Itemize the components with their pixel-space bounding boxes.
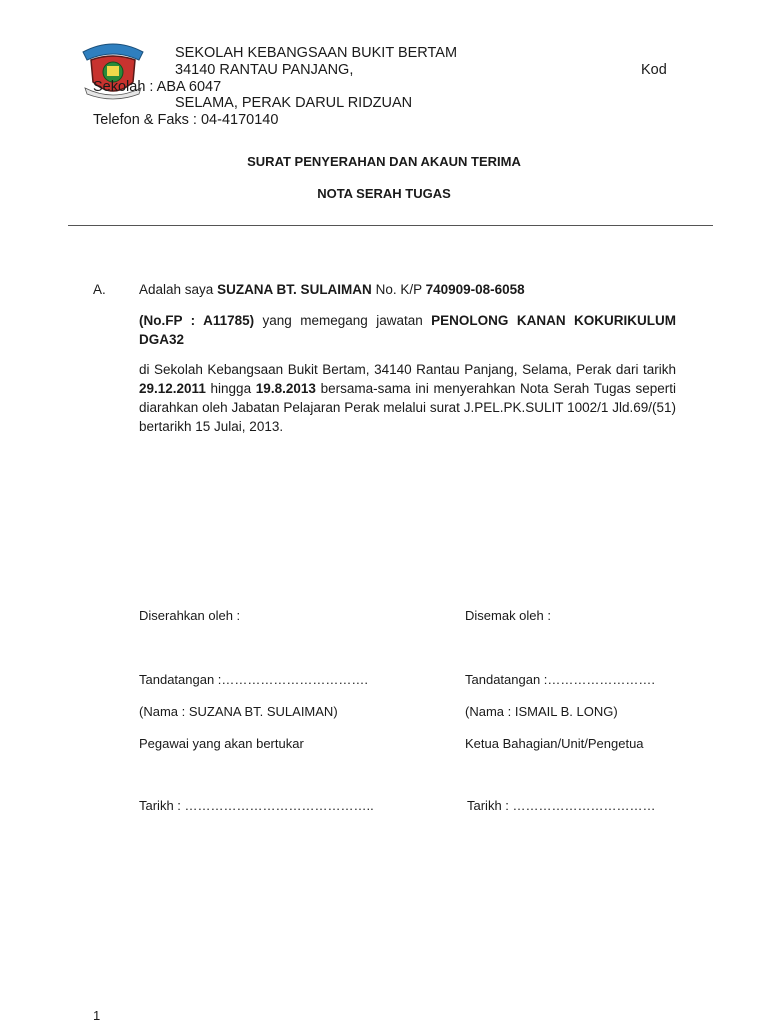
left-name: (Nama : SUZANA BT. SULAIMAN): [139, 704, 338, 719]
phone-fax: Telefon & Faks : 04-4170140: [93, 112, 279, 128]
position-title: PENOLONG KANAN KOKURIKULUM DGA32: [139, 313, 676, 347]
left-signature-line: Tandatangan :…………………………….: [139, 672, 369, 687]
details-text-a: di Sekolah Kebangsaan Bukit Bertam, 34140 Rantau Panjang, Selama, Perak dari tarikh: [139, 362, 676, 377]
fp-number: (No.FP : A11785): [139, 313, 255, 328]
officer-name: SUZANA BT. SULAIMAN: [217, 282, 372, 297]
position-text: yang memegang jawatan: [254, 313, 432, 328]
right-role: Ketua Bahagian/Unit/Pengetua: [465, 736, 644, 751]
school-name: SEKOLAH KEBANGSAAN BUKIT BERTAM: [175, 45, 458, 61]
handed-over-by-label: Diserahkan oleh :: [139, 608, 241, 623]
date-to: 19.8.2013: [255, 381, 316, 396]
left-date-line: Tarikh : ……………………………………..: [139, 798, 374, 813]
right-name: (Nama : ISMAIL B. LONG): [465, 704, 618, 719]
details-text-c: bersama-sama ini menyerahkan Nota Serah Tugas seperti diarahkan oleh Jabatan Pelajaran Perak melalui surat J.PEL.PK.SULIT 1002/1 Jld.69/(51) bertarikh 15 Julai, 2013.: [139, 381, 676, 434]
paragraph-details: [139, 360, 676, 436]
declaration-prefix: Adalah saya: [139, 282, 218, 297]
divider-line: [68, 225, 713, 226]
checked-by-label: Disemak oleh :: [465, 608, 551, 623]
kp-number: 740909-08-6058: [425, 282, 525, 297]
document-subtitle: NOTA SERAH TUGAS: [317, 186, 451, 201]
details-text-b: hingga: [205, 381, 256, 396]
right-signature-line: Tandatangan :…………………….: [465, 672, 656, 687]
address-line-2: SELAMA, PERAK DARUL RIDZUAN: [175, 95, 413, 111]
paragraph-declaration: [139, 280, 676, 299]
address-line-1: 34140 RANTAU PANJANG,: [175, 62, 354, 78]
kp-label: No. K/P: [371, 282, 426, 297]
kod-label: Kod: [641, 62, 667, 78]
page-number: 1: [93, 1008, 101, 1023]
right-date-line: Tarikh : ……………………………: [467, 798, 656, 813]
document-title: SURAT PENYERAHAN DAN AKAUN TERIMA: [247, 154, 521, 169]
school-code: Sekolah : ABA 6047: [93, 79, 222, 95]
date-from: 29.12.2011: [139, 381, 206, 396]
left-role: Pegawai yang akan bertukar: [139, 736, 304, 751]
section-letter: A.: [93, 282, 106, 297]
paragraph-position: [139, 311, 676, 349]
